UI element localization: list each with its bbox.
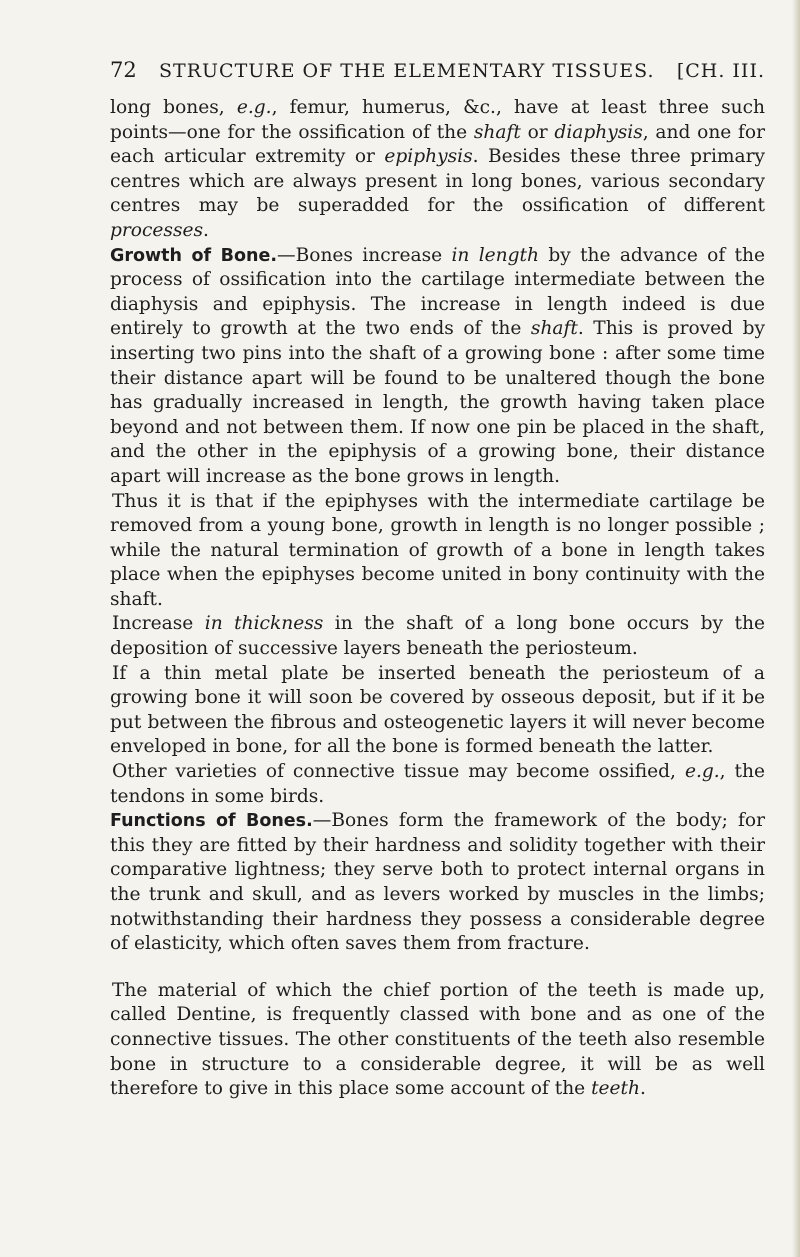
section-heading-growth: Growth of Bone. <box>110 245 277 266</box>
paragraph-growth-of-bone: Growth of Bone.—Bones increase in length by the advance of the process of ossification into the cartilage intermediate between the diaphysis and epiphysis. The increase in length indeed is due entirely to growth at the two ends of the shaft. This is proved by inserting two pins into the shaft of a growing bone : after some time their distance apart will be found to be unaltered though the bone has gradually increased in length, the growth having taken place beyond and not between them. If now one pin be placed in the shaft, and the other in the epiphysis of a growing bone, their distance apart will increase as the bone grows in length. <box>110 244 765 487</box>
paragraph-teeth: The material of which the chief portion of the teeth is made up, called Dentine, is frequently classed with bone and as one of the connective tissues. The other constituents of the teeth also resemble bone in structure to a considerable degree, it will be as well therefore to give in this place some account of the teeth. <box>110 979 765 1100</box>
paragraph-metal-plate: If a thin metal plate be inserted beneath the periosteum of a growing bone it will soon be covered by osseous deposit, but if it be put between the fibrous and osteogenetic layers it will never become enveloped in bone, for all the bone is formed beneath the latter. <box>110 662 765 758</box>
section-heading-functions: Functions of Bones. <box>110 811 313 832</box>
paragraph-epiphyses: Thus it is that if the epiphyses with the intermediate cartilage be removed from a young bone, growth in length is no longer possible ; while the natural termination of growth of a bone in length takes place when the epiphyses become united in bony continuity with the shaft. <box>110 490 765 610</box>
page-number: 72 <box>110 58 137 82</box>
running-title: STRUCTURE OF THE ELEMENTARY TISSUES. <box>159 60 655 82</box>
paragraph-gap <box>110 957 765 979</box>
paragraph-other-varieties: Other varieties of connective tissue may become ossified, e.g., the tendons in some birds. <box>110 761 765 807</box>
paragraph-ossification-points: long bones, e.g., femur, humerus, &c., have at least three such points—one for the ossification of the shaft or diaphysis, and one for each articular extremity or epiphysis. Besides these three primary centres which are always present in long bones, various secondary centres may be superadded for the ossification of different processes. <box>110 97 766 241</box>
paragraph-thickness: Increase in thickness in the shaft of a long bone occurs by the deposition of successive layers beneath the periosteum. <box>110 613 765 660</box>
page-edge-shadow <box>792 0 800 1257</box>
body-text <box>110 96 765 1102</box>
running-header <box>110 58 765 82</box>
chapter-label: [CH. III. <box>676 60 765 82</box>
book-page <box>110 58 765 1102</box>
paragraph-functions-of-bones: Functions of Bones.—Bones form the framework of the body; for this they are fitted by their hardness and solidity together with their comparative lightness; they serve both to protect internal organs in the trunk and skull, and as levers worked by muscles in the limbs; notwithstanding their hardness they possess a considerable degree of elasticity, which often saves them from fracture. <box>110 810 765 955</box>
